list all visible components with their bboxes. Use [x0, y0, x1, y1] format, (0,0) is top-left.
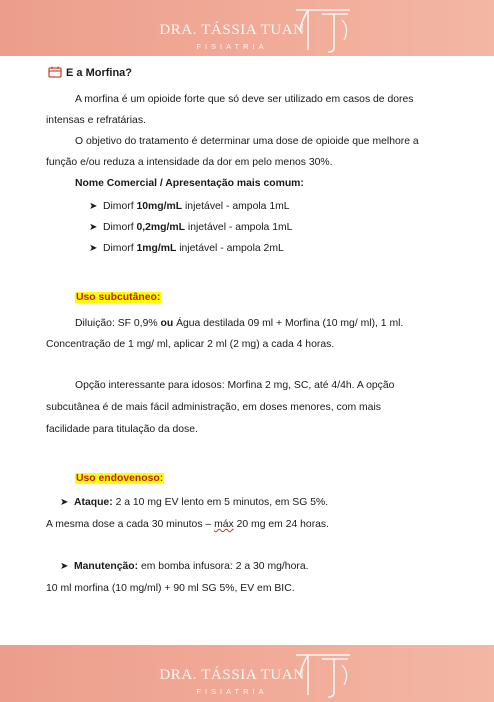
- elderly-line-2: subcutânea é de mais fácil administração, em doses menores, com mais: [46, 402, 381, 413]
- logo-monogram-icon: [292, 651, 356, 699]
- arrow-bullet-icon: ➤: [89, 222, 98, 233]
- intravenous-title: Uso endovenoso:: [76, 473, 164, 484]
- intro-line-3: O objetivo do tratamento é determinar uma dose de opioide que melhore a: [75, 136, 419, 147]
- presentation-title: Nome Comercial / Apresentação mais comum:: [75, 178, 304, 189]
- arrow-bullet-icon: ➤: [89, 243, 98, 254]
- intro-line-4: função e/ou reduza a intensidade da dor em pelo menos 30%.: [46, 157, 333, 168]
- brand-subtitle: FISIATRIA: [196, 687, 268, 696]
- concentration-text: Concentração de 1 mg/ ml, aplicar 2 ml (2 mg) a cada 4 horas.: [46, 339, 335, 350]
- dilution-text: Diluição: SF 0,9% ou Água destilada 09 ml + Morfina (10 mg/ ml), 1 ml.: [75, 318, 404, 329]
- presentation-item: ➤ Dimorf 10mg/mL injetável - ampola 1mL: [89, 201, 290, 212]
- arrow-bullet-icon: ➤: [89, 201, 98, 212]
- header-band: [0, 0, 494, 56]
- arrow-bullet-icon: ➤: [60, 561, 69, 572]
- elderly-line-3: facilidade para titulação da dose.: [46, 424, 198, 435]
- calendar-icon: [48, 66, 62, 78]
- elderly-line-1: Opção interessante para idosos: Morfina 2 mg, SC, até 4/4h. A opção: [75, 380, 395, 391]
- mixture-text: 10 ml morfina (10 mg/ml) + 90 ml SG 5%, EV em BIC.: [46, 583, 295, 594]
- presentation-item: ➤ Dimorf 1mg/mL injetável - ampola 2mL: [89, 243, 284, 254]
- intro-line-1: A morfina é um opioide forte que só deve ser utilizado em casos de dores: [75, 94, 414, 105]
- brand-name: DRA. TÁSSIA TUAN: [159, 667, 305, 683]
- heading-text: E a Morfina?: [66, 67, 133, 79]
- maintenance-item: ➤ Manutenção: em bomba infusora: 2 a 30 mg/hora.: [60, 561, 309, 572]
- attack-item: ➤ Ataque: 2 a 10 mg EV lento em 5 minutos, em SG 5%.: [60, 497, 329, 508]
- subcutaneous-title: Uso subcutâneo:: [76, 292, 161, 303]
- footer-band: [0, 645, 494, 702]
- section-heading: [48, 66, 132, 79]
- repeat-text: A mesma dose a cada 30 minutos – máx 20 mg em 24 horas.: [46, 519, 330, 530]
- brand-subtitle: FISIATRIA: [196, 42, 268, 51]
- intro-line-2: intensas e refratárias.: [46, 115, 146, 126]
- presentation-item: ➤ Dimorf 0,2mg/mL injetável - ampola 1mL: [89, 222, 293, 233]
- arrow-bullet-icon: ➤: [60, 497, 69, 508]
- logo-monogram-icon: [292, 6, 356, 54]
- brand-name: DRA. TÁSSIA TUAN: [159, 22, 305, 38]
